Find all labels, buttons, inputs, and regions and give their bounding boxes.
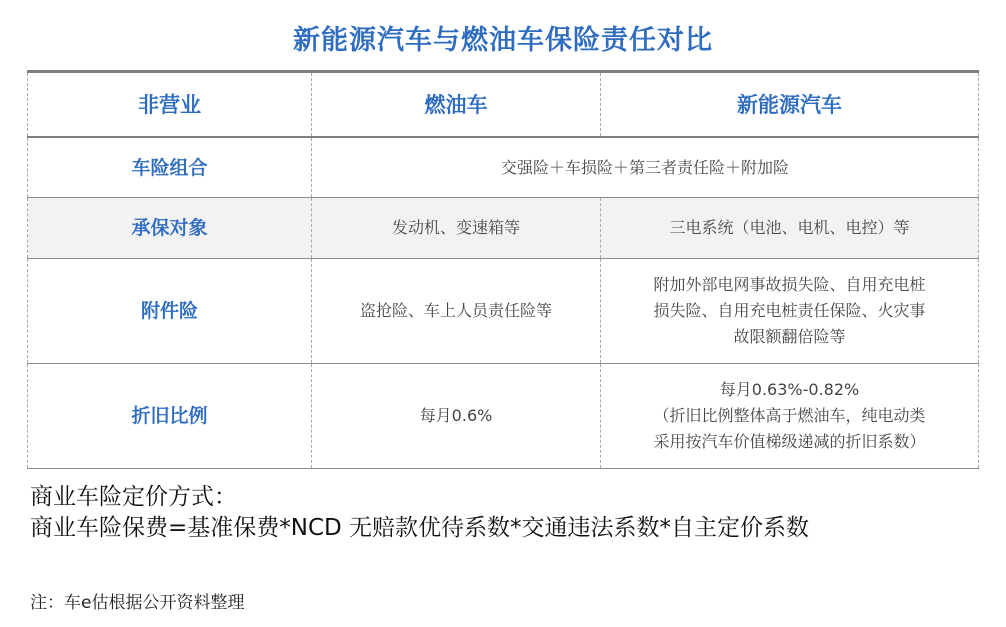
cell-line: 采用按汽车价值梯级递减的折旧系数）: [653, 432, 926, 451]
header-new-energy-car: 新能源汽车: [601, 72, 979, 138]
header-fuel-car: 燃油车: [312, 72, 601, 138]
pricing-method: [30, 482, 809, 544]
cell-line: 损失险、自用充电桩责任保险、火灾事: [653, 301, 926, 320]
ev-coverage-object: 三电系统（电池、电机、电控）等: [601, 198, 979, 259]
cell-line: 故限额翻倍险等: [733, 327, 846, 346]
table-row: [28, 198, 979, 259]
pricing-formula: 商业车险保费=基准保费*NCD 无赔款优待系数*交通违法系数*自主定价系数: [30, 515, 810, 541]
cell-line: 每月0.63%-0.82%: [719, 380, 860, 399]
row-label: 折旧比例: [28, 364, 312, 469]
cell-line: 附加外部电网事故损失险、自用充电桩: [653, 275, 926, 294]
row-label: 附件险: [28, 259, 312, 364]
fuel-depreciation: 每月0.6%: [312, 364, 601, 469]
row-label: 承保对象: [28, 198, 312, 259]
fuel-additional-insurance: 盗抢险、车上人员责任险等: [312, 259, 601, 364]
ev-additional-insurance: [601, 259, 979, 364]
row-label: 车险组合: [28, 137, 312, 198]
ev-depreciation: [601, 364, 979, 469]
cell-line: （折旧比例整体高于燃油车，纯电动类: [653, 406, 926, 425]
header-non-commercial: 非营业: [28, 72, 312, 138]
source-note: 注：车e估根据公开资料整理: [30, 593, 245, 613]
comparison-table: [27, 70, 979, 469]
table-header-row: [28, 72, 979, 138]
pricing-heading: 商业车险定价方式：: [30, 484, 237, 510]
table-row: [28, 364, 979, 469]
table-row: [28, 137, 979, 198]
insurance-combination: 交强险＋车损险＋第三者责任险＋附加险: [312, 137, 979, 198]
table-row: [28, 259, 979, 364]
page-title: 新能源汽车与燃油车保险责任对比: [293, 25, 713, 56]
fuel-coverage-object: 发动机、变速箱等: [312, 198, 601, 259]
